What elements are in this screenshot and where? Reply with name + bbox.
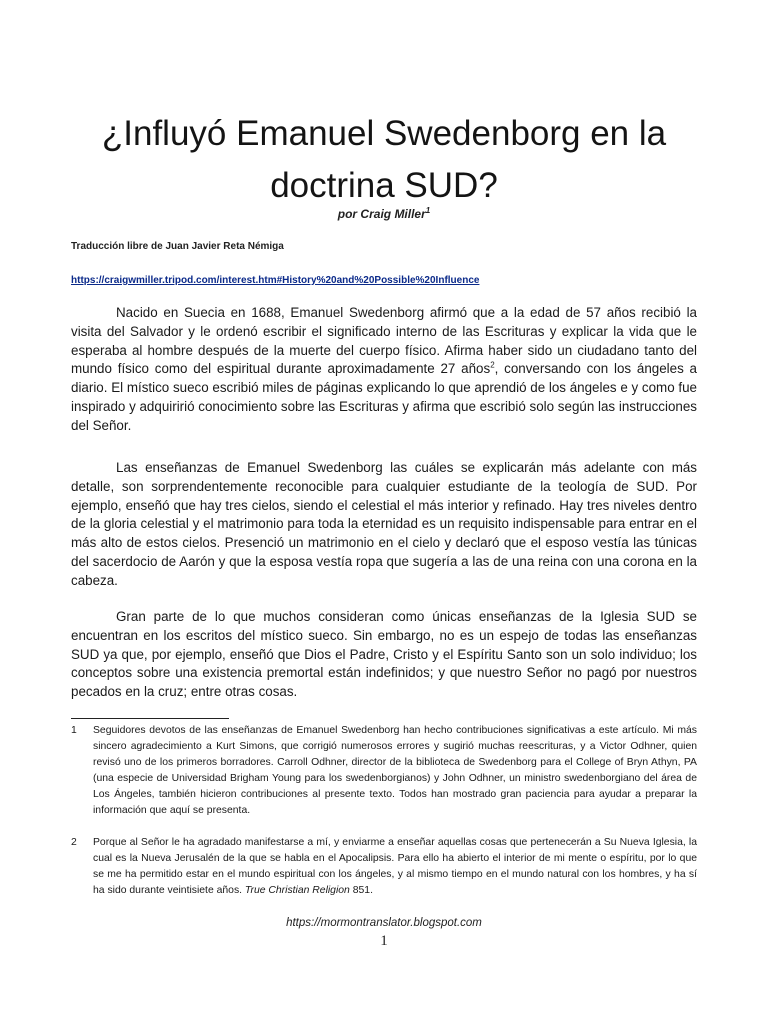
- footer-url: https://mormontranslator.blogspot.com: [286, 917, 482, 929]
- translator-credit: Traducción libre de Juan Javier Reta Némiga: [71, 241, 284, 252]
- author-name: por Craig Miller: [337, 207, 426, 221]
- footnote-2-citation-page: 851.: [352, 884, 373, 896]
- footnote-1: [71, 723, 697, 818]
- body-paragraph-1: [71, 304, 697, 436]
- footnote-1-text: Seguidores devotos de las enseñanzas de Emanuel Swedenborg han hecho contribuciones significativas a este artículo. Mi más sincero agradecimiento a Kurt Simons, que corrigió numerosos errores y sugirió muchas reescrituras, y a Victor Odhner, quien revisó uno de los primeros borradores. Carroll Odhner, director de la biblioteca de Swedenborg para el College of Bryn Athyn, PA (una especie de Universidad Brigham Young para los swedenborgianos) y John Odhner, un ministro swedenborgiano del área de Los Ángeles, también hicieron contribuciones al presente texto. Todos han mostrado gran paciencia para ayudar a preparar la información que aquí se presenta.: [93, 725, 697, 816]
- body-paragraph-3: [71, 608, 697, 702]
- footnote-2-text: Porque al Señor le ha agradado manifestarse a mí, y enviarme a enseñar aquellas cosas que pertenecerán a Su Nueva Iglesia, la cual es la Nueva Jerusalén de la que se habla en el Apocalipsis. Para ello ha abierto el interior de mi mente o espíritu, por lo que se me ha permitido estar en el mundo espiritual con los ángeles, y al mismo tiempo en el mundo natural con los hombres, y ha sí ha sido durante veintisiete años.: [93, 837, 697, 896]
- title-line-1: ¿Influyó Emanuel Swedenborg en la: [101, 114, 667, 153]
- paragraph-1-footnote-ref[interactable]: 2: [490, 360, 495, 370]
- title-line-2: doctrina SUD?: [270, 166, 498, 205]
- paragraph-1-part-b: , conversando con los ángeles a diario. El místico sueco escribió miles de páginas explicando lo que aprendió de los ángeles e y como fue inspirado y adquiririó conocimiento sobre las Escrituras y afirma que escribió solo según las instrucciones del Señor.: [71, 361, 698, 433]
- footnote-2-body: [93, 835, 697, 899]
- paragraph-2-text: Las enseñanzas de Emanuel Swedenborg las cuáles se explicarán más adelante con más detalle, son sorprendentemente reconocible para cualquier estudiante de la teología de SUD. Por ejemplo, enseñó que hay tres cielos, siendo el celestial el más interior y refinado. Hay tres niveles dentro de la gloria celestial y el matrimonio para toda la eternidad es un requisito indispensable para entrar en el más alto de estos cielos. Presenció un matrimonio en el cielo y declaró que el esposo vestía las túnicas del sacerdocio de Aarón y que la esposa vestía ropa que sugería a las de una reina con una corona en la cabeza.: [71, 460, 697, 588]
- footnote-2-citation: True Christian Religion: [244, 884, 350, 896]
- author-byline: [0, 207, 768, 221]
- footnote-2-number: 2: [71, 837, 77, 848]
- document-title: [60, 108, 708, 212]
- source-link[interactable]: https://craigwmiller.tripod.com/interest.htm#History%20and%20Possible%20Influence: [71, 275, 480, 286]
- paragraph-1-part-a: Nacido en Suecia en 1688, Emanuel Swedenborg afirmó que a la edad de 57 años recibió la visita del Salvador y le ordenó escribir el significado interno de las Escrituras y explicar la vida que le esperaba al hombre después de la muerte del cuerpo físico. Afirma haber sido un ciudadano tanto del mundo físico como del espiritual durante aproximadamente 27 años: [71, 305, 697, 377]
- byline-footnote-ref[interactable]: 1: [425, 206, 431, 215]
- footnote-2: [71, 835, 697, 899]
- page-number: 1: [380, 933, 388, 949]
- footnote-1-number: 1: [71, 725, 77, 736]
- paragraph-3-text: Gran parte de lo que muchos consideran como únicas enseñanzas de la Iglesia SUD se encuentran en los escritos del místico sueco. Sin embargo, no es un espejo de todas las enseñanzas SUD ya que, por ejemplo, enseñó que Dios el Padre, Cristo y el Espíritu Santo son un solo individuo; los conceptos sobre una existencia premortal están indefinidos; y que nuestro Señor no pagó por nuestros pecados en la cruz; entre otras cosas.: [71, 609, 697, 700]
- footnote-divider: [71, 718, 229, 719]
- body-paragraph-2: [71, 459, 697, 591]
